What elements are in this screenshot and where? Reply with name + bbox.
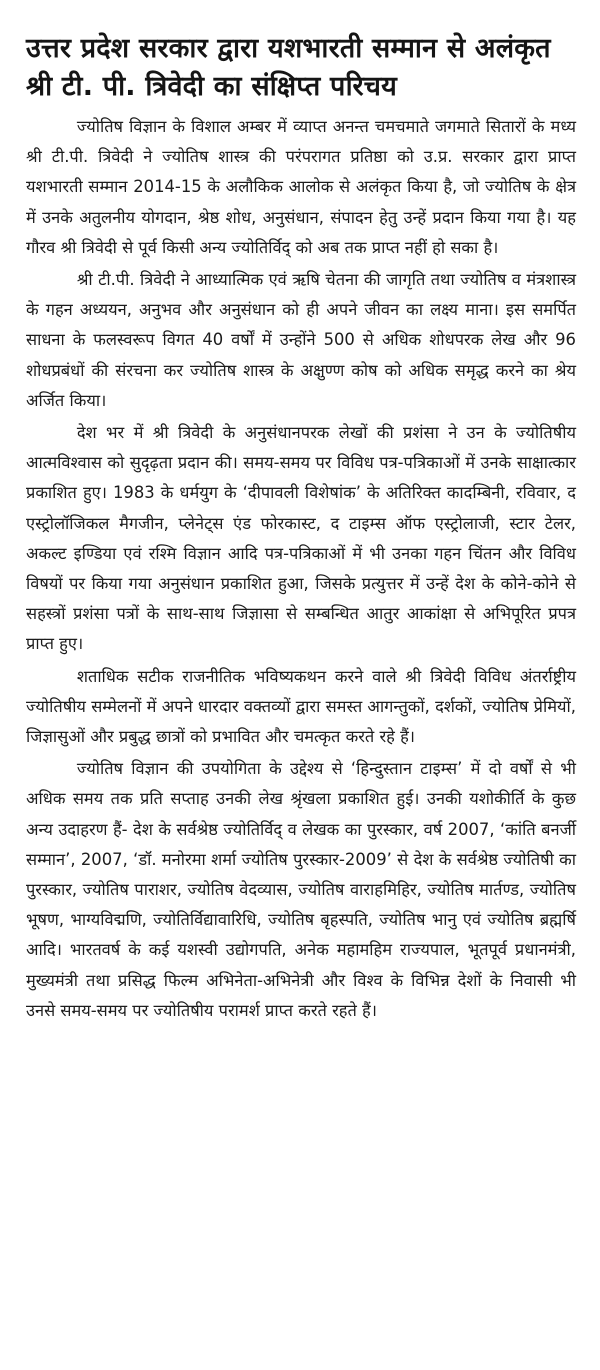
paragraph-award-intro: ज्योतिष विज्ञान के विशाल अम्बर में व्याप्त अनन्त चमचमाते जगमाते सितारों के मध्य श्री टी.पी. त्रिवेदी ने ज्योतिष शास्त्र की परंपरागत प्रतिष्ठा को उ.प्र. सरकार द्वारा प्राप्त यशभारती सम्मान 2014-15 के अलौकिक आलोक से अलंकृत किया है, जो ज्योतिष के क्षेत्र में उनके अतुलनीय योगदान, श्रेष्ठ शोध, अनुसंधान, संपादन हेतु उन्हें प्रदान किया गया है। यह गौरव श्री त्रिवेदी से पूर्व किसी अन्य ज्योतिर्विद् को अब तक प्राप्त नहीं हो सका है। <box>26 117 576 257</box>
paragraph-honours: ज्योतिष विज्ञान की उपयोगिता के उद्देश्य से ‘हिन्दुस्तान टाइम्स’ में दो वर्षों से भी अधिक समय तक प्रति सप्ताह उनकी लेख श्रृंखला प्रकाशित हुई। उनकी यशोकीर्ति के कुछ अन्य उदाहरण हैं- देश के सर्वश्रेष्ठ ज्योतिर्विद् व लेखक का पुरस्कार, वर्ष 2007, ‘कांति बनर्जी सम्मान’, 2007, ‘डॉ. मनोरमा शर्मा ज्योतिष पुरस्कार-2009’ से देश के सर्वश्रेष्ठ ज्योतिषी का पुरस्कार, ज्योतिष पाराशर, ज्योतिष वेदव्यास, ज्योतिष वाराहमिहिर, ज्योतिष मार्तण्ड, ज्योतिष भूषण, भाग्यविद्मणि, ज्योतिर्विद्यावारिधि, ज्योतिष बृहस्पति, ज्योतिष भानु एवं ज्योतिष ब्रह्मर्षि आदि। भारतवर्ष के कई यशस्वी उद्योगपति, अनेक महामहिम राज्यपाल, भूतपूर्व प्रधानमंत्री, मुख्यमंत्री तथा प्रसिद्ध फिल्म अभिनेता-अभिनेत्री और विश्व के विभिन्न देशों के निवासी भी उनसे समय-समय पर ज्योतिषीय परामर्श प्राप्त करते रहते हैं। <box>26 759 576 1020</box>
paragraph-research-goal: श्री टी.पी. त्रिवेदी ने आध्यात्मिक एवं ऋषि चेतना की जागृति तथा ज्योतिष व मंत्रशास्त्र के गहन अध्ययन, अनुभव और अनुसंधान को ही अपने जीवन का लक्ष्य माना। इस समर्पित साधना के फलस्वरूप विगत 40 वर्षों में उन्होंने 500 से अधिक शोधपरक लेख और 96 शोधप्रबंधों की संरचना कर ज्योतिष शास्त्र के अक्षुण्ण कोष को अधिक समृद्ध करने का श्रेय अर्जित किया। <box>26 270 576 410</box>
paragraph-conferences: शताधिक सटीक राजनीतिक भविष्यकथन करने वाले श्री त्रिवेदी विविध अंतर्राष्ट्रीय ज्योतिषीय सम्मेलनों में अपने धारदार वक्तव्यों द्वारा समस्त आगन्तुकों, दर्शकों, ज्योतिष प्रेमियों, जिज्ञासुओं और प्रबुद्ध छात्रों को प्रभावित और चमत्कृत करते रहे हैं। <box>26 666 576 747</box>
paragraph-publications: देश भर में श्री त्रिवेदी के अनुसंधानपरक लेखों की प्रशंसा ने उन के ज्योतिषीय आत्मविश्वास को सुदृढ़ता प्रदान की। समय-समय पर विविध पत्र-पत्रिकाओं में उनके साक्षात्कार प्रकाशित हुए। 1983 के धर्मयुग के ‘दीपावली विशेषांक’ के अतिरिक्त कादम्बिनी, रविवार, द एस्ट्रोलॉजिकल मैगजीन, प्लेनेट्स एंड फोरकास्ट, द टाइम्स ऑफ एस्ट्रोलाजी, स्टार टेलर, अकल्ट इण्डिया एवं रश्मि विज्ञान आदि पत्र-पत्रिकाओं में भी उनका गहन चिंतन और विविध विषयों पर किया गया अनुसंधान प्रकाशित हुआ, जिसके प्रत्युत्तर में उन्हें देश के कोने-कोने से सहस्त्रों प्रशंसा पत्रों के साथ-साथ जिज्ञासा से सम्बन्धित आतुर आकांक्षा से अभिपूरित प्रपत्र प्राप्त हुए। <box>26 423 576 654</box>
document-title: उत्तर प्रदेश सरकार द्वारा यशभारती सम्मान से अलंकृत श्री टी. पी. त्रिवेदी का संक्षिप्त परिचय <box>26 33 551 102</box>
